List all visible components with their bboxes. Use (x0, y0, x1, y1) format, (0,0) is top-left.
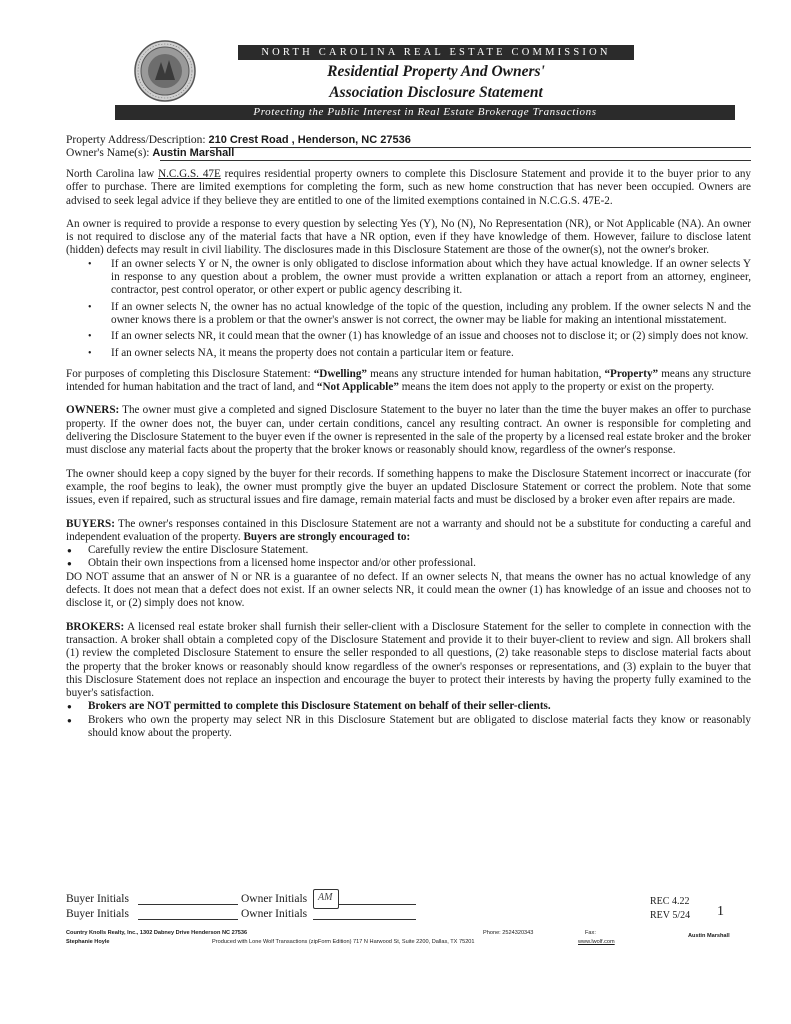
buyers-text: The owner's responses contained in this Disclosure Statement are not a warranty and should not be a substitute for conducting a careful and independent evaluation of the property. (66, 517, 751, 543)
response-paragraph: An owner is required to provide a response to every question by selecting Yes (Y), No (N), No Representation (NR), or Not Applicable (NA). An owner is not required to disclose any of the material facts that have a NR option, even if they have knowledge of them. However, failure to disclose latent (hidden) defects may result in civil liability. The disclosures made in this Disclosure Statement are those of the owner(s), not the owner's broker. (66, 217, 751, 257)
state-seal-icon (134, 40, 196, 102)
brokers-text: A licensed real estate broker shall furnish their seller-client with a Disclosure Statement for the seller to complete in connection with the transaction. A broker shall obtain a completed copy of the Disclosure Statement and provide it to their buyer-client to review and sign. All brokers shall (1) review the completed Disclosure Statement to ensure the seller responded to all questions, (2) take reasonable steps to disclose material facts about the property that the broker knows or reasonably should know regardless of the owner's responses or representations, and (3) explain to the buyer that this Disclosure Statement does not replace an inspection and encourage the buyer to protect their interests by having the property fully examined to the buyer's satisfaction. (66, 620, 751, 700)
buyers-list (66, 544, 751, 571)
buyer-initials-line-1[interactable] (138, 904, 238, 905)
title-line-1: Residential Property And Owners' (327, 63, 545, 80)
document-title (238, 61, 634, 103)
intro-paragraph (66, 168, 751, 208)
property-address-field (66, 133, 411, 147)
list-item: ● Brokers who own the property may select NR in this Disclosure Statement but are obligated to disclose material facts they know or reasonably should know about the property. (66, 714, 751, 741)
file-name: Austin Marshall (688, 933, 730, 939)
buyers-warning-paragraph: DO NOT assume that an answer of N or NR is a guarantee of no defect. If an owner selects N, that means the owner has no actual knowledge of any defects. It does not mean that a defect does not exist. If an owner selects NR, it could mean the owner (1) has knowledge of an issue and chooses not to disclose it, or (2) simply does not know. (66, 570, 751, 610)
definitions-text: For purposes of completing this Disclosure Statement: (66, 367, 314, 380)
owner-initials-line-2[interactable] (313, 919, 416, 920)
list-item: ● Carefully review the entire Disclosure Statement. (66, 544, 751, 557)
definitions-paragraph (66, 368, 751, 395)
owners-text: The owner must give a completed and signed Disclosure Statement to the buyer no later than the time the buyer makes an offer to purchase property. If the owner does not, the buyer can, under certain conditions, cancel any resulting contract. An owner is responsible for completing and delivering the Disclosure Statement to the buyer even if the owner is represented in the sale of the property by a licensed real estate broker and the broker must disclose any material facts about the property that the broker knows or reasonably should know, regardless of the owner's response. (66, 404, 751, 457)
buyers-encouraged: Buyers are strongly encouraged to: (243, 530, 411, 543)
owner-underline (160, 160, 751, 161)
owners-paragraph (66, 404, 751, 457)
definitions-text: means any structure intended for human habitation, (366, 367, 605, 380)
address-label: Property Address/Description: (66, 134, 206, 146)
term-dwelling: “Dwelling” (313, 367, 367, 380)
commission-banner: NORTH CAROLINA REAL ESTATE COMMISSION (238, 45, 634, 60)
buyer-initials-label-1: Buyer Initials (66, 893, 129, 905)
response-options-list (66, 258, 751, 360)
owner-label: Owner's Name(s): (66, 147, 150, 159)
disclosure-body (66, 168, 751, 740)
address-underline (210, 147, 751, 148)
title-line-2: Association Disclosure Statement (329, 84, 543, 101)
definitions-text: means the item does not apply to the property or exist on the property. (398, 381, 715, 394)
owner-name-field (66, 146, 234, 160)
list-item: • If an owner selects NA, it means the property does not contain a particular item or feature. (66, 347, 751, 360)
owner-initials-label-2: Owner Initials (241, 908, 308, 920)
definitions-text: means any structure intended for human habitation and the tract of land, and (66, 367, 751, 394)
brokers-heading: BROKERS: (66, 620, 125, 633)
owners-heading: OWNERS: (66, 404, 120, 417)
owner-value: Austin Marshall (152, 147, 235, 159)
brokers-prohibition: Brokers are NOT permitted to complete this Disclosure Statement on behalf of their seller-clients. (88, 700, 551, 713)
intro-text-rest: requires residential property owners to complete this Disclosure Statement and provide it to the buyer prior to any offer to purchase. There are limited exemptions for completing the form, such as new home construction that has never been occupied. Owners are advised to seek legal advice if they believe they are entitled to one of the limited exemptions contained in N.C.G.S. 47E-2. (66, 168, 751, 207)
phone-number: Phone: 2524320343 (483, 930, 534, 936)
page-number: 1 (717, 904, 724, 919)
term-not-applicable: “Not Applicable” (316, 381, 399, 394)
fax-number: Fax: (585, 930, 596, 936)
brokerage-firm: Country Knolls Realty, Inc., 1302 Dabney Drive Henderson NC 27536 (66, 930, 248, 936)
website-link[interactable]: www.lwolf.com (578, 939, 615, 945)
term-property: “Property” (604, 367, 659, 380)
buyers-paragraph (66, 518, 751, 545)
buyers-heading: BUYERS: (66, 517, 115, 530)
produced-with: Produced with Lone Wolf Transactions (zipForm Edition) 717 N Harwood St, Suite 2200, Dallas, TX 75201 (212, 939, 475, 945)
buyer-initials-line-2[interactable] (138, 919, 238, 920)
owners-copy-paragraph: The owner should keep a copy signed by the buyer for their records. If something happens to make the Disclosure Statement incorrect or inaccurate (for example, the roof begins to leak), the owner must promptly give the buyer an updated Disclosure Statement or correct the problem. Note that some issues, even if repaired, such as structural issues and fire damage, remain material facts and must be disclosed by a broker even after repairs are made. (66, 467, 751, 507)
owner-initials-label-1: Owner Initials (241, 893, 308, 905)
buyer-initials-label-2: Buyer Initials (66, 908, 129, 920)
owner-initials-line-1[interactable] (338, 904, 416, 905)
brokers-paragraph (66, 621, 751, 701)
agent-name: Stephanie Hoyle (66, 939, 110, 945)
form-code: REC 4.22 (650, 896, 690, 907)
list-item: • If an owner selects N, the owner has no actual knowledge of the topic of the question, including any problem. If the owner selects N and the owner knows there is a problem or that the owner's answer is not correct, the owner may be liable for making an intentional misstatement. (66, 301, 751, 328)
intro-text: North Carolina law (66, 168, 159, 180)
address-value: 210 Crest Road , Henderson, NC 27536 (208, 134, 411, 146)
owner-initials-signature: AM (318, 892, 333, 903)
revision-date: REV 5/24 (650, 910, 691, 921)
brokers-list (66, 700, 751, 740)
tagline-banner: Protecting the Public Interest in Real Estate Brokerage Transactions (115, 105, 735, 120)
list-item: • If an owner selects NR, it could mean that the owner (1) has knowledge of an issue and chooses not to disclose it; or (2) simply does not know. (66, 330, 751, 343)
list-item: • If an owner selects Y or N, the owner is only obligated to disclose information about which they have actual knowledge. If an owner selects Y in response to any question about a problem, the owner must provide a written explanation or attach a report from an attorney, engineer, contractor, pest control operator, or other expert or public agency describing it. (66, 258, 751, 298)
list-item: ● Obtain their own inspections from a licensed home inspector and/or other professional. (66, 557, 751, 570)
statute-link: N.C.G.S. 47E (158, 168, 221, 180)
list-item (66, 700, 751, 713)
